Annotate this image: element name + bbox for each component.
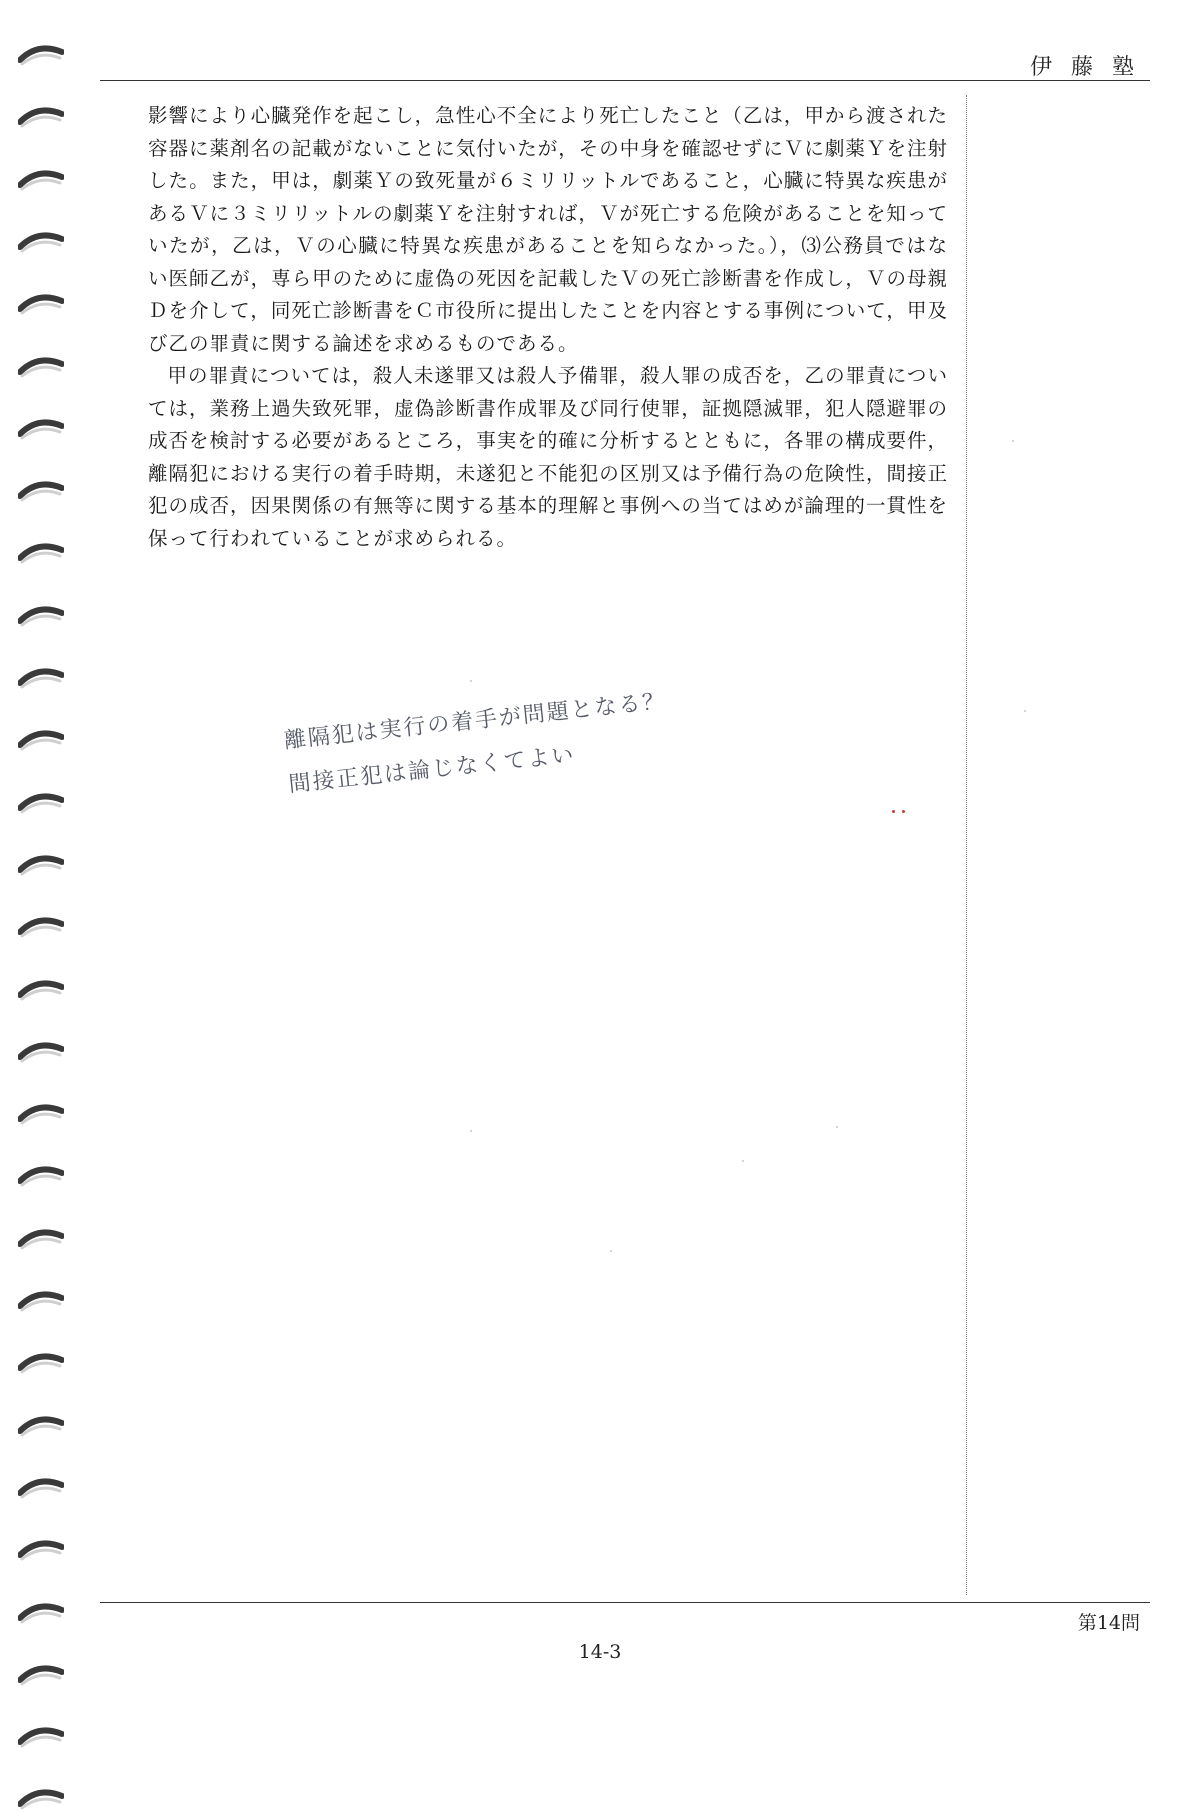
binder-hole xyxy=(18,474,64,504)
scan-speck xyxy=(1024,710,1026,712)
handwritten-line-2: 間接正犯は論じなくてよい xyxy=(287,742,577,798)
handwritten-note xyxy=(282,676,709,807)
header-rule xyxy=(100,80,1150,81)
scan-speck xyxy=(470,1130,472,1132)
binder-hole xyxy=(18,100,64,130)
red-marks xyxy=(892,810,912,816)
binder-hole xyxy=(18,1159,64,1189)
header-title: 伊 藤 塾 xyxy=(1030,55,1140,80)
paragraph-1: 影響により心臓発作を起こし，急性心不全により死亡したこと（乙は，甲から渡された容器に薬剤名の記載がないことに気付いたが，その中身を確認せずにＶに劇薬Ｙを注射した。また，甲は，劇薬Ｙの致死量が６ミリリットルであること，心臓に特異な疾患があるＶに３ミリリットルの劇薬Ｙを注射すれば，Ｖが死亡する危険があることを知っていたが，乙は，Ｖの心臓に特異な疾患があることを知らなかった。），⑶公務員ではない医師乙が，専ら甲のために虚偽の死因を記載したＶの死亡診断書を作成し，Ｖの母親Ｄを介して，同死亡診断書をＣ市役所に提出したことを内容とする事例について，甲及び乙の罪責に関する論述を求めるものである。 xyxy=(148,104,948,355)
scan-speck xyxy=(1012,440,1014,442)
binder-hole xyxy=(18,1097,64,1127)
binder-hole xyxy=(18,848,64,878)
scan-speck xyxy=(610,1250,612,1252)
binder-hole xyxy=(18,350,64,380)
handwritten-line-1: 離隔犯は実行の着手が問題となる？ xyxy=(282,688,668,754)
paragraph-2: 甲の罪責については，殺人未遂罪又は殺人予備罪，殺人罪の成否を，乙の罪責については，業務上過失致死罪，虚偽診断書作成罪及び同行使罪，証拠隠滅罪，犯人隠避罪の成否を検討する必要があるところ，事実を的確に分析するとともに，各罪の構成要件，離隔犯における実行の着手時期，未遂犯と不能犯の区別又は予備行為の危険性，間接正犯の成否，因果関係の有無等に関する基本的理解と事例への当てはめが論理的一貫性を保って行われていることが求められる。 xyxy=(148,364,948,550)
binder-hole xyxy=(18,38,64,68)
binder-hole xyxy=(18,786,64,816)
scan-speck xyxy=(836,1126,838,1128)
binder-hole xyxy=(18,1782,64,1812)
binder-hole xyxy=(18,225,64,255)
binder-hole xyxy=(18,661,64,691)
binder-hole xyxy=(18,1533,64,1563)
red-mark xyxy=(892,810,895,813)
binder-hole xyxy=(18,1596,64,1626)
binder-hole xyxy=(18,1284,64,1314)
binder-hole xyxy=(18,1720,64,1750)
binder-holes xyxy=(18,30,78,1670)
question-number: 第14問 xyxy=(1077,1612,1140,1634)
margin-line xyxy=(966,95,967,1595)
binder-hole xyxy=(18,536,64,566)
binder-hole xyxy=(18,1409,64,1439)
page-number: 14-3 xyxy=(578,1641,622,1663)
binder-hole xyxy=(18,1471,64,1501)
binder-hole xyxy=(18,163,64,193)
red-mark xyxy=(902,810,905,813)
scan-speck xyxy=(742,1160,744,1162)
binder-hole xyxy=(18,1222,64,1252)
binder-hole xyxy=(18,1035,64,1065)
footer-rule xyxy=(100,1602,1150,1603)
binder-hole xyxy=(18,723,64,753)
binder-hole xyxy=(18,287,64,317)
binder-hole xyxy=(18,599,64,629)
binder-hole xyxy=(18,973,64,1003)
binder-hole xyxy=(18,412,64,442)
scan-speck xyxy=(470,680,472,682)
binder-hole xyxy=(18,910,64,940)
binder-hole xyxy=(18,1346,64,1376)
body-text xyxy=(148,100,948,555)
